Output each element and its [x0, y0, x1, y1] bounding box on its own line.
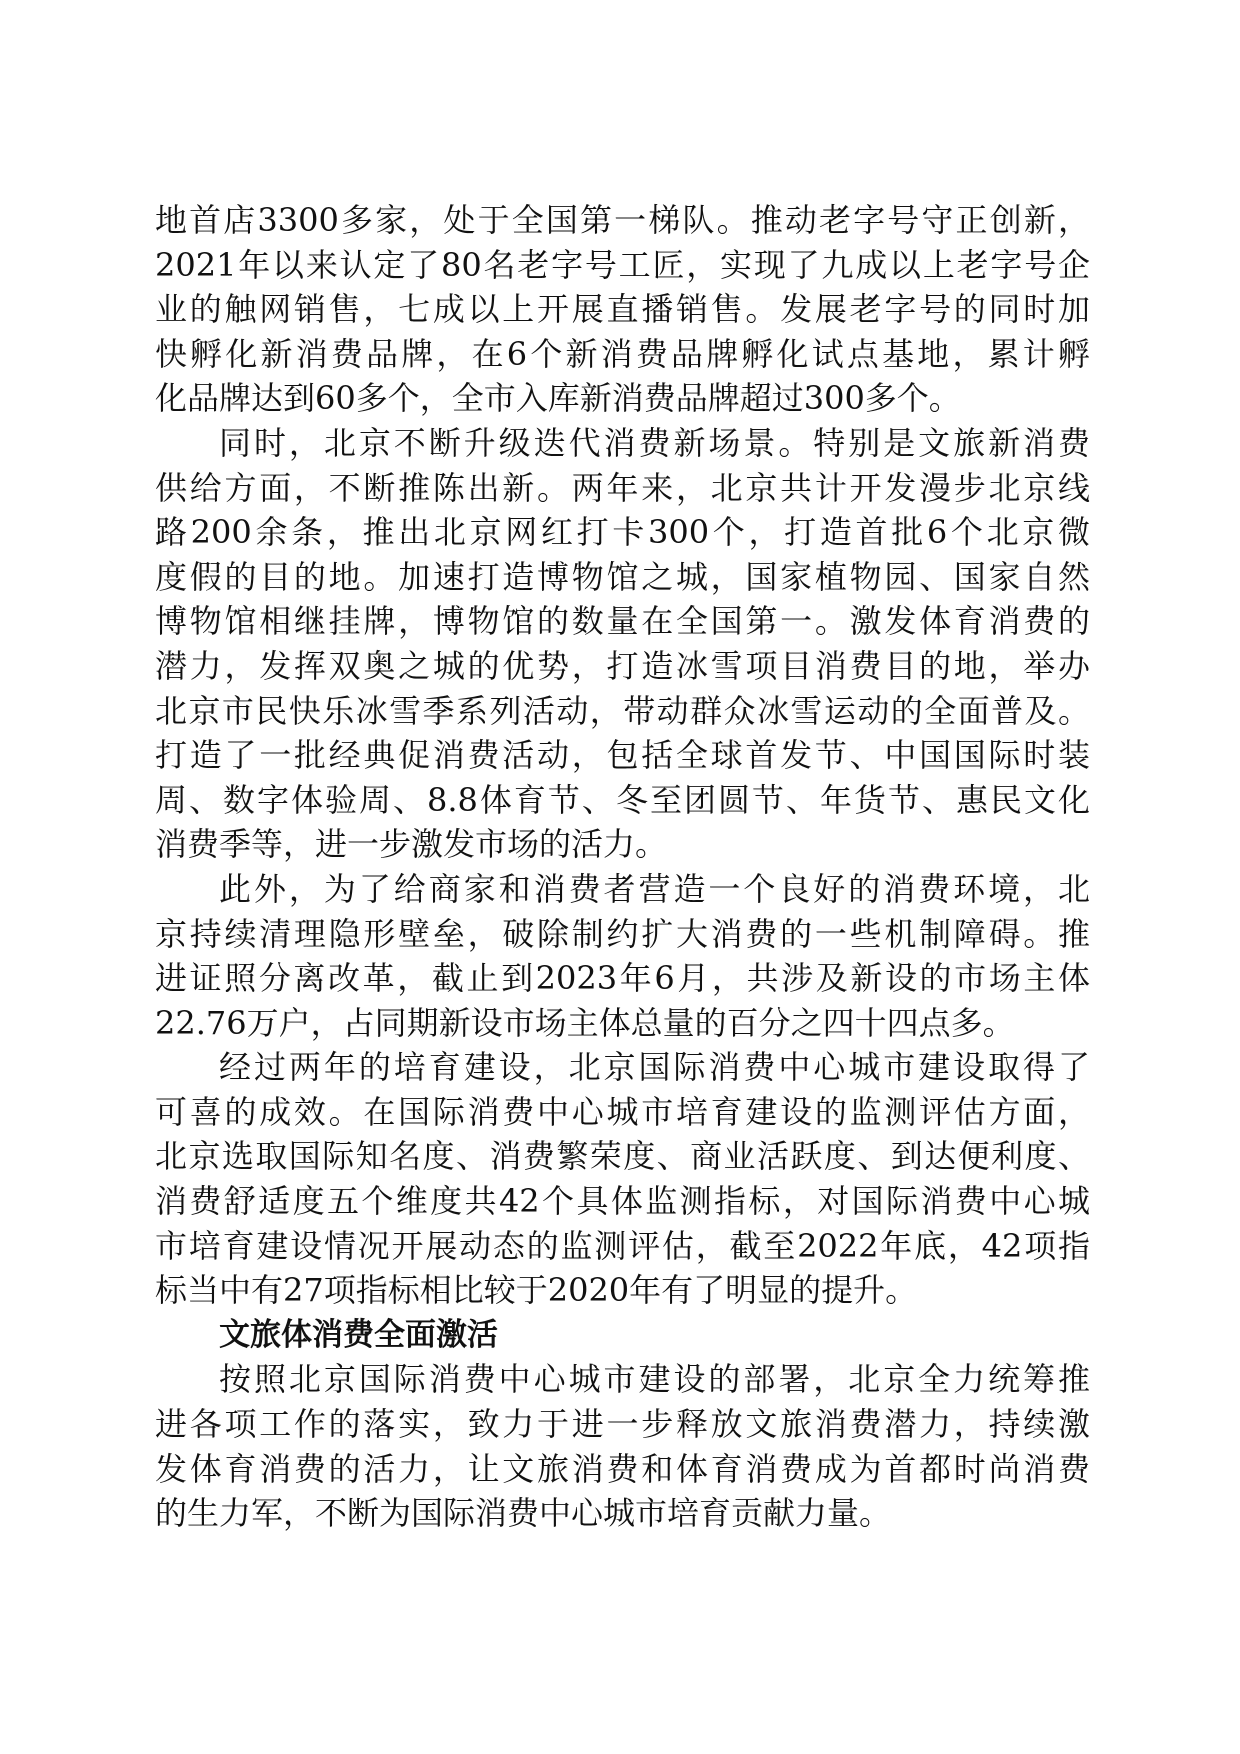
text-line: 进证照分离改革，截止到2023年6月，共涉及新设的市场主体	[155, 959, 1090, 998]
text-line: 化品牌达到60多个，全市入库新消费品牌超过300多个。	[155, 379, 961, 418]
text-line: 消费舒适度五个维度共42个具体监测指标，对国际消费中心城	[155, 1182, 1090, 1221]
text-line: 按照北京国际消费中心城市建设的部署，北京全力统筹推	[219, 1360, 1090, 1399]
text-line: 北京选取国际知名度、消费繁荣度、商业活跃度、到达便利度、	[155, 1137, 1090, 1176]
text-line: 北京市民快乐冰雪季系列活动，带动群众冰雪运动的全面普及。	[155, 691, 1090, 730]
text-line: 度假的目的地。加速打造博物馆之城，国家植物园、国家自然	[155, 557, 1090, 596]
text-line: 此外，为了给商家和消费者营造一个良好的消费环境，北	[219, 869, 1090, 908]
text-line: 快孵化新消费品牌，在6个新消费品牌孵化试点基地，累计孵	[155, 334, 1090, 373]
text-line: 市培育建设情况开展动态的监测评估，截至2022年底，42项指	[155, 1226, 1090, 1265]
text-line: 周、数字体验周、8.8体育节、冬至团圆节、年货节、惠民文化	[155, 780, 1090, 819]
text-line: 打造了一批经典促消费活动，包括全球首发节、中国国际时装	[155, 736, 1090, 775]
text-line: 博物馆相继挂牌，博物馆的数量在全国第一。激发体育消费的	[155, 602, 1090, 641]
paragraph-1	[155, 198, 1090, 421]
text-line: 22.76万户，占同期新设市场主体总量的百分之四十四点多。	[155, 1003, 1015, 1042]
text-line: 标当中有27项指标相比较于2020年有了明显的提升。	[155, 1271, 918, 1310]
text-line: 可喜的成效。在国际消费中心城市培育建设的监测评估方面，	[155, 1092, 1090, 1131]
paragraph-5	[155, 1357, 1090, 1535]
section-heading: 文旅体消费全面激活	[219, 1316, 498, 1353]
text-line: 业的触网销售，七成以上开展直播销售。发展老字号的同时加	[155, 290, 1090, 329]
paragraph-4	[155, 1045, 1090, 1313]
paragraph-2	[155, 421, 1090, 867]
text-line: 潜力，发挥双奥之城的优势，打造冰雪项目消费目的地，举办	[155, 646, 1090, 685]
document-body	[155, 198, 1090, 1536]
text-line: 经过两年的培育建设，北京国际消费中心城市建设取得了	[219, 1048, 1090, 1087]
text-line: 地首店3300多家，处于全国第一梯队。推动老字号守正创新，	[155, 201, 1090, 239]
text-line: 进各项工作的落实，致力于进一步释放文旅消费潜力，持续激	[155, 1405, 1090, 1444]
text-line: 京持续清理隐形壁垒，破除制约扩大消费的一些机制障碍。推	[155, 914, 1090, 953]
text-line: 供给方面，不断推陈出新。两年来，北京共计开发漫步北京线	[155, 468, 1090, 507]
text-line: 同时，北京不断升级迭代消费新场景。特别是文旅新消费	[219, 423, 1090, 462]
text-line: 发体育消费的活力，让文旅消费和体育消费成为首都时尚消费	[155, 1449, 1090, 1488]
text-line: 路200余条，推出北京网红打卡300个，打造首批6个北京微	[155, 513, 1090, 552]
text-line: 的生力军，不断为国际消费中心城市培育贡献力量。	[155, 1494, 892, 1533]
paragraph-3	[155, 867, 1090, 1045]
text-line: 2021年以来认定了80名老字号工匠，实现了九成以上老字号企	[155, 245, 1090, 284]
text-line: 消费季等，进一步激发市场的活力。	[155, 825, 668, 864]
